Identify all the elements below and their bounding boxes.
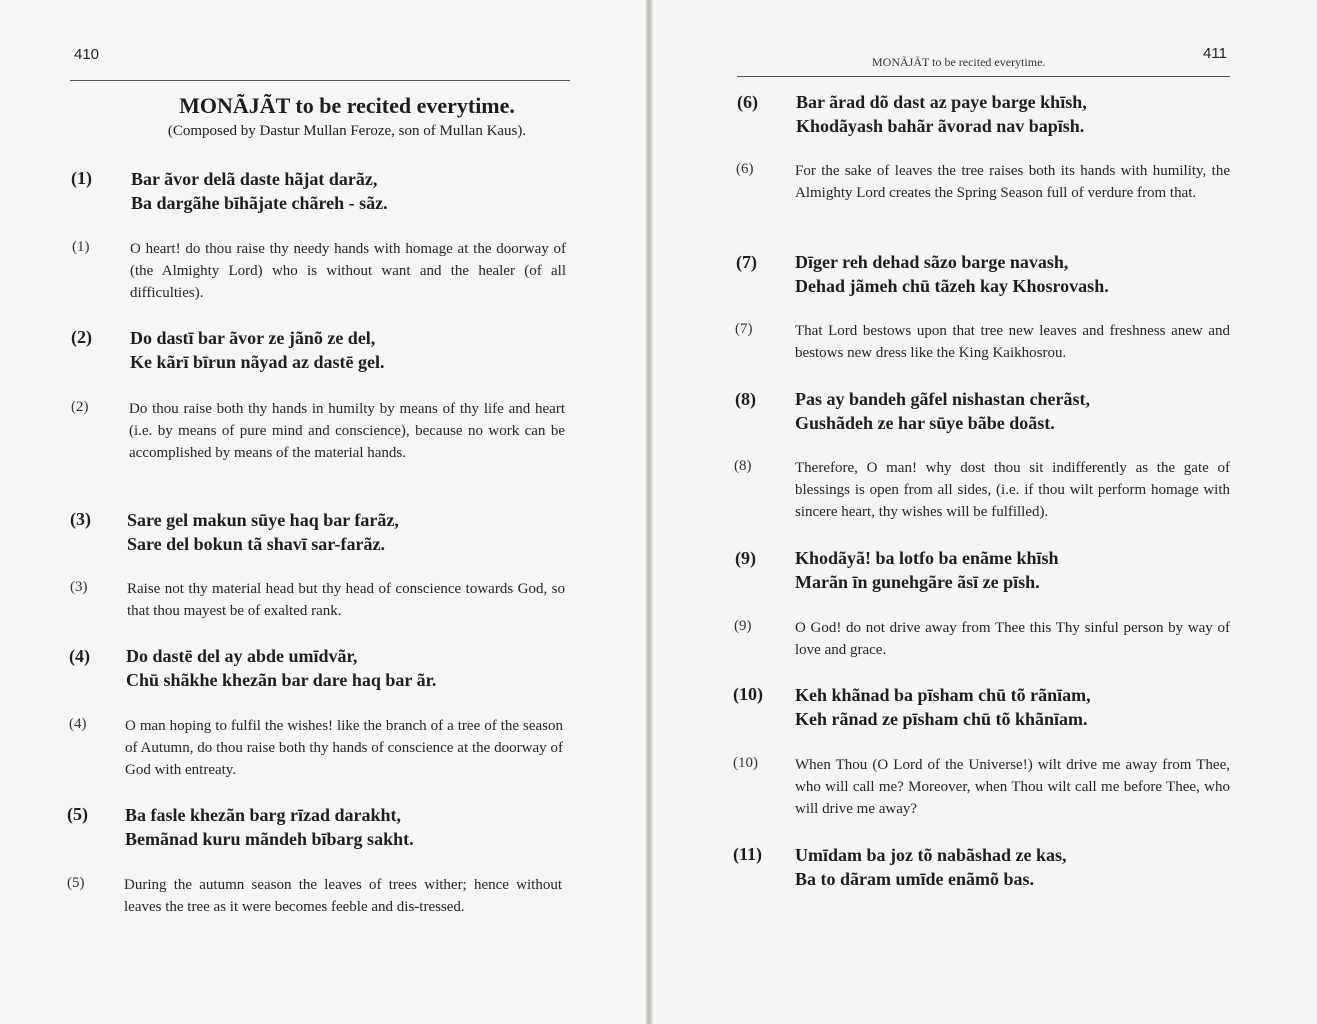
verse-line: Do dastē del ay abde umīdvãr,: [126, 646, 358, 666]
translation-number: (2): [71, 399, 89, 415]
verse-line: Bar ãrad dõ dast az paye barge khīsh,: [796, 92, 1087, 112]
verse-line: Khodãyã! ba lotfo ba enãme khīsh: [795, 548, 1059, 568]
translation-text: When Thou (O Lord of the Universe!) wilt drive me away from Thee, who will call me? Moreover, when Thou wilt call me before Thee, who will drive me away?: [795, 757, 1230, 817]
translation-number: (10): [733, 755, 758, 771]
page-number-right: 411: [1203, 45, 1227, 62]
verse-line: Ba to dãram umīde enãmõ bas.: [795, 869, 1035, 889]
verse-number: (2): [71, 327, 92, 347]
translation-number: (8): [734, 458, 752, 474]
verse-number: (11): [733, 844, 762, 864]
verse-number: (10): [733, 684, 763, 704]
translation-text: Raise not thy material head but thy head of conscience towards God, so that thou mayest be of exalted rank.: [127, 581, 565, 619]
page-subtitle: (Composed by Dastur Mullan Feroze, son of Mullan Kaus).: [167, 123, 527, 139]
verse-line: Marãn īn gunehgãre ãsī ze pīsh.: [795, 572, 1040, 592]
verse-line: Chū shãkhe khezãn bar dare haq bar ãr.: [126, 670, 437, 690]
verse-line: Umīdam ba joz tõ nabãshad ze kas,: [795, 845, 1067, 865]
verse-line: Gushãdeh ze har sūye bãbe doãst.: [795, 413, 1055, 433]
verse-line: Bemãnad kuru mãndeh bībarg sakht.: [125, 829, 414, 849]
verse-number: (9): [735, 548, 756, 568]
translation-text: During the autumn season the leaves of trees wither; hence without leaves the tree as it were becomes feeble and dis-tressed.: [124, 877, 562, 915]
verse-line: Do dastī bar ãvor ze jãnõ ze del,: [130, 328, 376, 348]
translation-text: O heart! do thou raise thy needy hands with homage at the doorway of (the Almighty Lord) who is without want and the healer (of all difficulties).: [130, 241, 566, 301]
verse-line: Dīger reh dehad sãzo barge navash,: [795, 252, 1069, 272]
verse-line: Sare del bokun tã shavī sar-farãz.: [127, 534, 386, 554]
verse-line: Bar ãvor delã daste hãjat darãz,: [131, 169, 378, 189]
verse-line: Ba dargãhe bīhãjate chãreh - sãz.: [131, 193, 388, 213]
translation-number: (7): [735, 321, 753, 337]
running-head: MONÃJÃT to be recited everytime.: [872, 55, 1046, 69]
verse-line: Dehad jãmeh chū tãzeh kay Khosrovash.: [795, 276, 1109, 296]
translation-text: That Lord bestows upon that tree new leaves and freshness anew and bestows new dress like the King Kaikhosrou.: [795, 323, 1230, 361]
translation-text: Do thou raise both thy hands in humilty by means of thy life and heart (i.e. by means of pure mind and conscience), because no work can be accomplished by means of the material hands.: [129, 401, 565, 461]
verse-number: (3): [70, 509, 91, 529]
translation-text: O man hoping to fulfil the wishes! like the branch of a tree of the season of Autumn, do thou raise both thy hands of conscience at the doorway of God with entreaty.: [125, 718, 563, 778]
translation-text: For the sake of leaves the tree raises both its hands with humility, the Almighty Lord creates the Spring Season full of verdure from that.: [795, 163, 1230, 201]
verse-number: (4): [69, 646, 90, 666]
verse-line: Keh khãnad ba pīsham chū tõ rãnīam,: [795, 685, 1091, 705]
page-number-left: 410: [74, 46, 100, 63]
verse-line: Khodãyash bahãr ãvorad nav bapīsh.: [796, 116, 1085, 136]
verse-number: (7): [736, 252, 757, 272]
book-gutter: [646, 0, 653, 1024]
translation-number: (1): [72, 239, 90, 255]
translation-number: (6): [736, 161, 754, 177]
verse-number: (6): [737, 92, 758, 112]
page-title: MONÃJÃT to be recited everytime.: [179, 93, 515, 118]
verse-number: (1): [71, 168, 92, 188]
translation-text: O God! do not drive away from Thee this Thy sinful person by way of love and grace.: [795, 620, 1230, 658]
verse-number: (8): [735, 389, 756, 409]
verse-line: Sare gel makun sūye haq bar farãz,: [127, 510, 399, 530]
translation-number: (9): [734, 618, 752, 634]
translation-number: (3): [70, 579, 88, 595]
translation-number: (5): [67, 875, 85, 891]
header-rule-left: [70, 80, 570, 81]
verse-number: (5): [67, 804, 88, 824]
verse-line: Pas ay bandeh gãfel nishastan cherãst,: [795, 389, 1091, 409]
translation-number: (4): [69, 716, 87, 732]
verse-line: Keh rãnad ze pīsham chū tõ khãnīam.: [795, 709, 1088, 729]
verse-line: Ke kãrī bīrun nãyad az dastē gel.: [130, 352, 385, 372]
verse-line: Ba fasle khezãn barg rīzad darakht,: [125, 805, 402, 825]
translation-text: Therefore, O man! why dost thou sit indifferently as the gate of blessings is open from all sides, (i.e. if thou wilt perform homage with sincere heart, thy wishes will be fulfilled).: [795, 460, 1230, 520]
header-rule-right: [737, 76, 1230, 77]
